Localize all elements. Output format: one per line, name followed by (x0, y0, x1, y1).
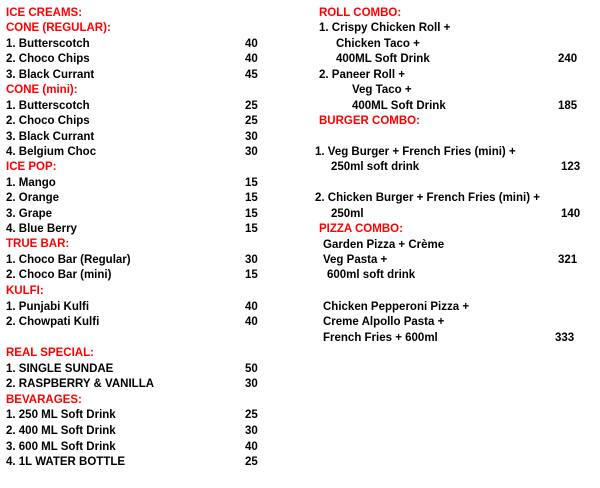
combo-line: Chicken Pepperoni Pizza + (323, 301, 470, 313)
menu-item-name: 4. Belgium Choc (6, 146, 97, 158)
combo-line: Chicken Taco + (336, 38, 420, 50)
menu-item-price: 50 (245, 363, 258, 375)
menu-item-price: 30 (245, 378, 258, 390)
menu-item-price: 30 (245, 131, 258, 143)
menu-item-price: 15 (245, 192, 258, 204)
combo-line: 400ML Soft Drink (352, 100, 446, 112)
menu-item-price: 15 (245, 223, 258, 235)
pizza-combo-heading: PIZZA COMBO: (319, 223, 403, 235)
burger-combo-heading: BURGER COMBO: (319, 115, 420, 127)
combo-line: 250ml soft drink (331, 161, 420, 173)
roll-combo-heading: ROLL COMBO: (319, 7, 402, 19)
menu-item-price: 25 (245, 100, 258, 112)
combo-line: Creme Alpollo Pasta + (323, 316, 445, 328)
combo-price: 123 (561, 161, 581, 173)
menu-item-name: 1. Choco Bar (Regular) (6, 254, 131, 266)
combo-line: 2. Paneer Roll + (319, 69, 405, 81)
real-special-heading: REAL SPECIAL: (6, 347, 94, 359)
menu-item-name: 1. Punjabi Kulfi (6, 301, 90, 313)
ice-pop-heading: ICE POP: (6, 161, 57, 173)
menu-item-price: 25 (245, 115, 258, 127)
kulfi-heading: KULFI: (6, 285, 44, 297)
menu-item-price: 45 (245, 69, 258, 81)
menu-item-price: 40 (245, 53, 258, 65)
menu-item-name: 1. Mango (6, 177, 56, 189)
cone-mini-heading: CONE (mini): (6, 84, 78, 96)
menu-item-name: 2. RASPBERRY & VANILLA (6, 378, 155, 390)
combo-line: 600ml soft drink (327, 269, 416, 281)
menu-item-name: 2. Chowpati Kulfi (6, 316, 100, 328)
menu-item-name: 2. Choco Chips (6, 115, 90, 127)
menu-item-price: 25 (245, 409, 258, 421)
combo-line: Veg Pasta + (323, 254, 388, 266)
menu-item-name: 3. Grape (6, 208, 53, 220)
combo-price: 185 (558, 100, 578, 112)
menu-item-name: 1. SINGLE SUNDAE (6, 363, 114, 375)
true-bar-heading: TRUE BAR: (6, 238, 70, 250)
menu-item-price: 15 (245, 177, 258, 189)
menu-item-name: 1. 250 ML Soft Drink (6, 409, 116, 421)
menu-item-name: 1. Butterscotch (6, 38, 90, 50)
combo-price: 321 (558, 254, 578, 266)
menu-item-name: 3. 600 ML Soft Drink (6, 441, 116, 453)
combo-line: 1. Veg Burger + French Fries (mini) + (315, 146, 516, 158)
menu-item-price: 15 (245, 269, 258, 281)
menu-item-name: 3. Black Currant (6, 69, 95, 81)
combo-price: 333 (555, 332, 575, 344)
menu-item-price: 40 (245, 38, 258, 50)
cone-regular-heading: CONE (REGULAR): (6, 22, 111, 34)
menu-item-name: 4. 1L WATER BOTTLE (6, 456, 126, 468)
menu-item-name: 2. Choco Bar (mini) (6, 269, 112, 281)
combo-line: French Fries + 600ml (323, 332, 438, 344)
combo-price: 240 (558, 53, 578, 65)
combo-line: 2. Chicken Burger + French Fries (mini) + (315, 192, 540, 204)
menu-item-price: 30 (245, 254, 258, 266)
menu-item-price: 30 (245, 146, 258, 158)
combo-line: 400ML Soft Drink (336, 53, 430, 65)
menu-item-price: 40 (245, 441, 258, 453)
menu-item-name: 3. Black Currant (6, 131, 95, 143)
menu-item-price: 15 (245, 208, 258, 220)
menu-item-name: 4. Blue Berry (6, 223, 77, 235)
combo-line: 250ml (331, 208, 364, 220)
menu-item-price: 30 (245, 425, 258, 437)
bevarages-heading: BEVARAGES: (6, 394, 82, 406)
menu-item-name: 2. Orange (6, 192, 60, 204)
combo-line: Veg Taco + (352, 84, 412, 96)
combo-line: Garden Pizza + Crème (323, 239, 445, 251)
menu-item-name: 2. Choco Chips (6, 53, 90, 65)
combo-price: 140 (561, 208, 581, 220)
menu-item-price: 40 (245, 316, 258, 328)
menu-item-name: 2. 400 ML Soft Drink (6, 425, 116, 437)
ice-creams-heading: ICE CREAMS: (6, 7, 83, 19)
menu-item-price: 25 (245, 456, 258, 468)
menu-item-price: 40 (245, 301, 258, 313)
menu-item-name: 1. Butterscotch (6, 100, 90, 112)
combo-line: 1. Crispy Chicken Roll + (319, 22, 451, 34)
